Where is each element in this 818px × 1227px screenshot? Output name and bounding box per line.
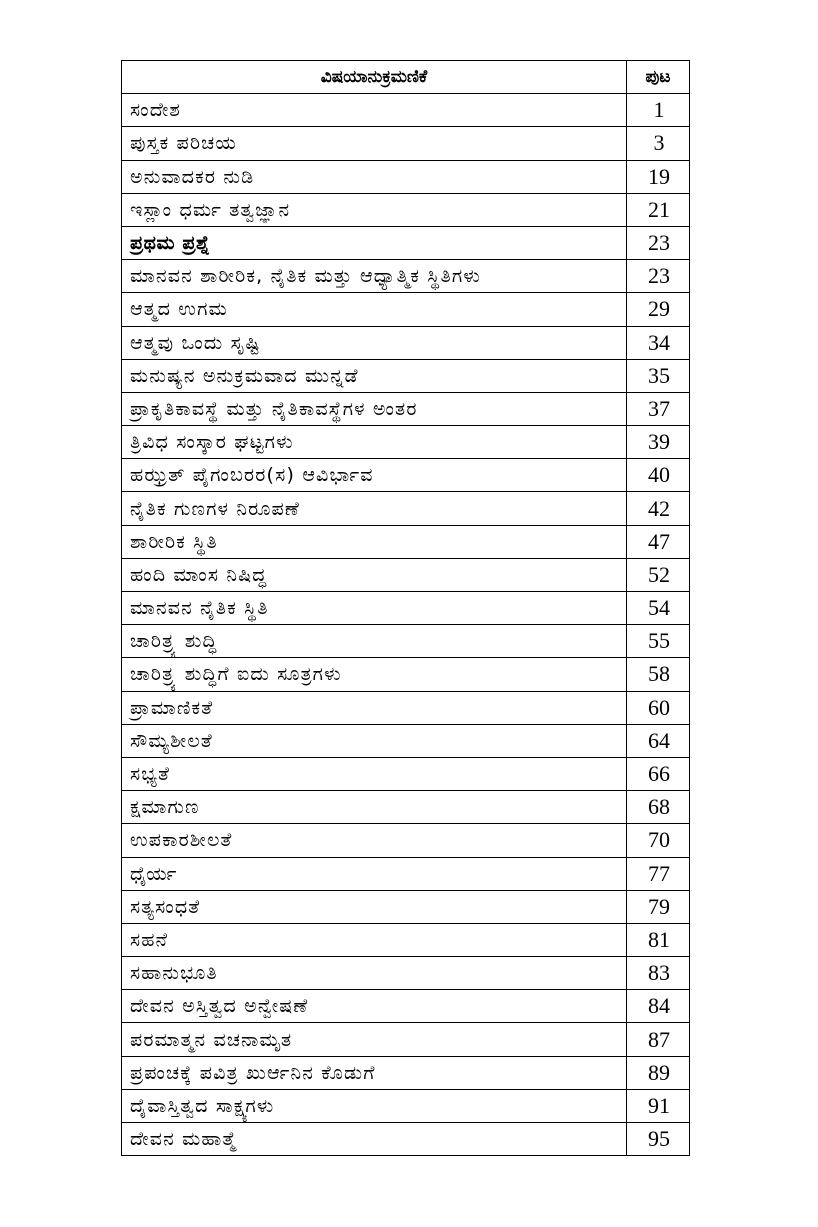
toc-entry-page: 3 xyxy=(627,127,690,160)
toc-entry-page: 58 xyxy=(627,658,690,691)
toc-entry-title: ಸೌಮ್ಯಶೀಲತೆ xyxy=(122,724,627,757)
table-of-contents xyxy=(121,60,690,1156)
table-row xyxy=(122,459,690,492)
toc-entry-page: 66 xyxy=(627,757,690,790)
toc-entry-page: 79 xyxy=(627,890,690,923)
toc-entry-title: ಸಹಾನುಭೂತಿ xyxy=(122,957,627,990)
toc-entry-title: ಮಾನವನ ಶಾರೀರಿಕ, ನೈತಿಕ ಮತ್ತು ಆಧ್ಯಾತ್ಮಿಕ ಸ್ಥಿತಿಗಳು xyxy=(122,260,627,293)
toc-entry-page: 23 xyxy=(627,260,690,293)
table-row xyxy=(122,558,690,591)
toc-entry-title: ಆತ್ಮವು ಒಂದು ಸೃಷ್ಟಿ xyxy=(122,326,627,359)
toc-entry-title: ಸಹನೆ xyxy=(122,923,627,956)
table-row xyxy=(122,691,690,724)
table-row xyxy=(122,160,690,193)
table-row xyxy=(122,592,690,625)
table-row xyxy=(122,326,690,359)
toc-entry-title: ತ್ರಿವಿಧ ಸಂಸ್ಕಾರ ಘಟ್ಟಗಳು xyxy=(122,426,627,459)
table-row xyxy=(122,923,690,956)
toc-entry-page: 60 xyxy=(627,691,690,724)
toc-entry-page: 81 xyxy=(627,923,690,956)
table-row xyxy=(122,226,690,259)
table-row xyxy=(122,990,690,1023)
toc-entry-page: 42 xyxy=(627,492,690,525)
toc-entry-title: ಪ್ರಾಮಾಣಿಕತೆ xyxy=(122,691,627,724)
toc-entry-page: 40 xyxy=(627,459,690,492)
toc-entry-title: ಸಭ್ಯತೆ xyxy=(122,757,627,790)
toc-entry-title: ದೇವನ ಅಸ್ತಿತ್ವದ ಅನ್ವೇಷಣೆ xyxy=(122,990,627,1023)
toc-entry-title: ಚಾರಿತ್ರ್ಯ ಶುದ್ಧಿಗೆ ಐದು ಸೂತ್ರಗಳು xyxy=(122,658,627,691)
table-row xyxy=(122,757,690,790)
toc-entry-page: 35 xyxy=(627,359,690,392)
toc-entry-title: ದೈವಾಸ್ತಿತ್ವದ ಸಾಕ್ಷ್ಯಗಳು xyxy=(122,1089,627,1122)
toc-entry-title: ಚಾರಿತ್ರ್ಯ ಶುದ್ಧಿ xyxy=(122,625,627,658)
table-row xyxy=(122,392,690,425)
toc-entry-page: 68 xyxy=(627,791,690,824)
table-row xyxy=(122,492,690,525)
table-row xyxy=(122,724,690,757)
toc-entry-page: 39 xyxy=(627,426,690,459)
table-row xyxy=(122,1023,690,1056)
toc-entry-title: ಸಂದೇಶ xyxy=(122,94,627,127)
toc-entry-page: 77 xyxy=(627,857,690,890)
toc-entry-title: ಪುಸ್ತಕ ಪರಿಚಯ xyxy=(122,127,627,160)
toc-entry-title: ನೈತಿಕ ಗುಣಗಳ ನಿರೂಪಣೆ xyxy=(122,492,627,525)
toc-page-header: ಪುಟ xyxy=(627,61,690,94)
table-row xyxy=(122,525,690,558)
toc-header-row xyxy=(122,61,690,94)
toc-entry-page: 23 xyxy=(627,226,690,259)
toc-header xyxy=(122,61,690,94)
table-row xyxy=(122,625,690,658)
table-row xyxy=(122,94,690,127)
toc-entry-title: ಆತ್ಮದ ಉಗಮ xyxy=(122,293,627,326)
table-row xyxy=(122,127,690,160)
table-row xyxy=(122,1123,690,1156)
toc-entry-page: 70 xyxy=(627,824,690,857)
toc-entry-page: 34 xyxy=(627,326,690,359)
toc-entry-page: 64 xyxy=(627,724,690,757)
toc-entry-page: 1 xyxy=(627,94,690,127)
table-row xyxy=(122,957,690,990)
table-row xyxy=(122,658,690,691)
toc-entry-title: ಪ್ರಪಂಚಕ್ಕೆ ಪವಿತ್ರ ಖುರ್ಆನಿನ ಕೊಡುಗೆ xyxy=(122,1056,627,1089)
table-row xyxy=(122,193,690,226)
toc-entry-page: 84 xyxy=(627,990,690,1023)
toc-entry-title: ಕ್ಷಮಾಗುಣ xyxy=(122,791,627,824)
toc-entry-page: 29 xyxy=(627,293,690,326)
toc-entry-page: 47 xyxy=(627,525,690,558)
table-row xyxy=(122,1089,690,1122)
table-row xyxy=(122,791,690,824)
toc-entry-page: 21 xyxy=(627,193,690,226)
toc-entry-title: ಪ್ರಥಮ ಪ್ರಶ್ನೆ xyxy=(122,226,627,259)
table-row xyxy=(122,824,690,857)
toc-entry-title: ಉಪಕಾರಶೀಲತೆ xyxy=(122,824,627,857)
toc-entry-page: 19 xyxy=(627,160,690,193)
toc-entry-title: ಹಂದಿ ಮಾಂಸ ನಿಷಿದ್ಧ xyxy=(122,558,627,591)
toc-entry-page: 37 xyxy=(627,392,690,425)
toc-entry-page: 91 xyxy=(627,1089,690,1122)
toc-entry-title: ಹಝ್ರತ್ ಪೈಗಂಬರರ(ಸ) ಆವಿರ್ಭಾವ xyxy=(122,459,627,492)
toc-entry-page: 83 xyxy=(627,957,690,990)
table-row xyxy=(122,1056,690,1089)
toc-entry-title: ಮಾನವನ ನೈತಿಕ ಸ್ಥಿತಿ xyxy=(122,592,627,625)
table-row xyxy=(122,426,690,459)
toc-title-header: ವಿಷಯಾನುಕ್ರಮಣಿಕೆ xyxy=(122,61,627,94)
toc-entry-title: ಅನುವಾದಕರ ನುಡಿ xyxy=(122,160,627,193)
toc-entry-title: ಶಾರೀರಿಕ ಸ್ಥಿತಿ xyxy=(122,525,627,558)
toc-entry-page: 52 xyxy=(627,558,690,591)
toc-body xyxy=(122,94,690,1156)
toc-entry-page: 87 xyxy=(627,1023,690,1056)
toc-entry-title: ಪ್ರಾಕೃತಿಕಾವಸ್ಥೆ ಮತ್ತು ನೈತಿಕಾವಸ್ಥೆಗಳ ಅಂತರ xyxy=(122,392,627,425)
table-row xyxy=(122,359,690,392)
toc-entry-title: ಧೈರ್ಯ xyxy=(122,857,627,890)
toc-entry-page: 89 xyxy=(627,1056,690,1089)
toc-entry-page: 54 xyxy=(627,592,690,625)
toc-entry-page: 55 xyxy=(627,625,690,658)
toc-entry-title: ಮನುಷ್ಯನ ಅನುಕ್ರಮವಾದ ಮುನ್ನಡೆ xyxy=(122,359,627,392)
table-row xyxy=(122,293,690,326)
table-row xyxy=(122,260,690,293)
toc-entry-title: ಸತ್ಯಸಂಧತೆ xyxy=(122,890,627,923)
toc-entry-title: ಇಸ್ಲಾಂ ಧರ್ಮ ತತ್ವಜ್ಞಾನ xyxy=(122,193,627,226)
table-row xyxy=(122,857,690,890)
toc-entry-title: ಪರಮಾತ್ಮನ ವಚನಾಮೃತ xyxy=(122,1023,627,1056)
toc-entry-page: 95 xyxy=(627,1123,690,1156)
toc-entry-title: ದೇವನ ಮಹಾತ್ಮೆ xyxy=(122,1123,627,1156)
table-row xyxy=(122,890,690,923)
